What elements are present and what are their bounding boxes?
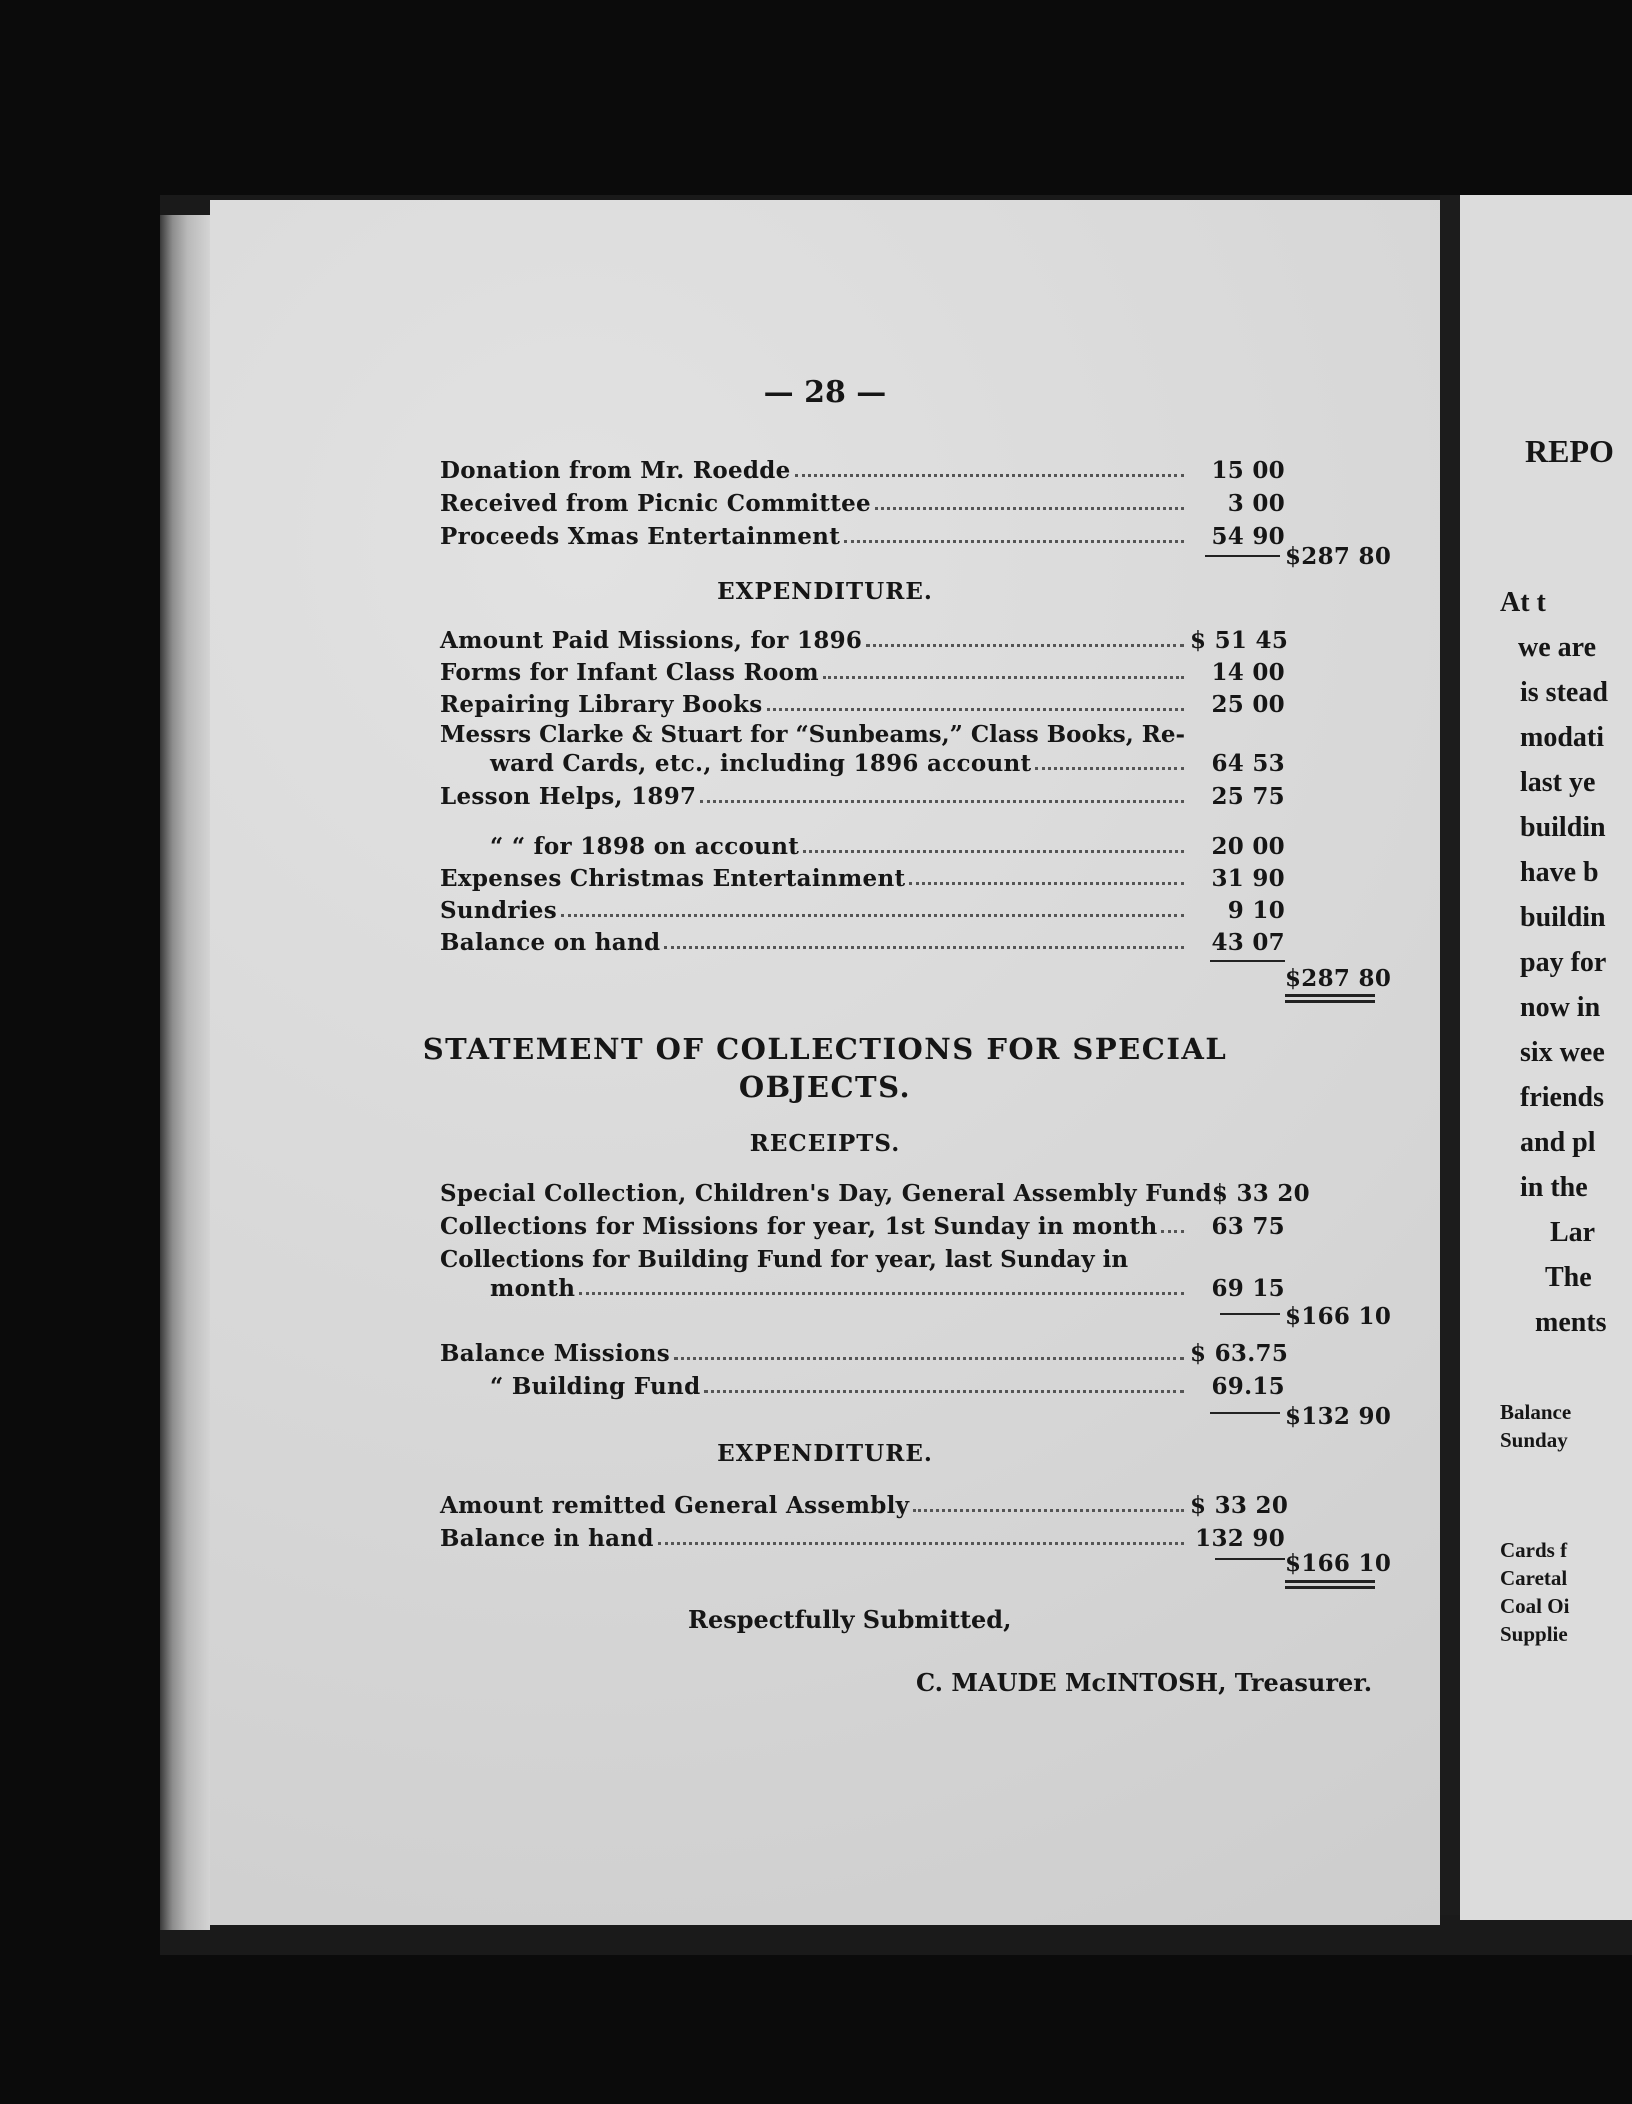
right-page-heading: REPO	[1525, 433, 1614, 469]
left-page	[210, 200, 1440, 1925]
right-page-line: pay for	[1520, 947, 1607, 978]
right-page-line: buildin	[1520, 902, 1606, 933]
closing-text: Respectfully Submitted,	[688, 1605, 1012, 1634]
right-page-fragment	[1460, 195, 1632, 1920]
expenditure-row: Sundries 9 10	[440, 897, 1285, 924]
expenditure-row: Expenses Christmas Entertainment 31 90	[440, 865, 1285, 892]
special-heading: STATEMENT OF COLLECTIONS FOR SPECIAL OBJECTS.	[422, 1032, 1228, 1104]
right-page-line: ments	[1535, 1307, 1607, 1338]
right-page-line: and pl	[1520, 1127, 1596, 1158]
right-page-line: The	[1545, 1262, 1592, 1293]
expenditure2-heading: EXPENDITURE.	[717, 1440, 933, 1467]
double-rule	[1285, 1580, 1375, 1583]
expenditure-row: Forms for Infant Class Room 14 00	[440, 659, 1285, 686]
receipt-row: Received from Picnic Committee 3 00	[440, 490, 1285, 517]
right-page-line: friends	[1520, 1082, 1604, 1113]
special-receipt-row: Special Collection, Children's Day, General Assembly Fund $ 33 20	[440, 1180, 1310, 1207]
receipts-total: $287 80	[1285, 543, 1392, 570]
expenditure-total-row	[440, 960, 1392, 992]
expenditure-total: $287 80	[1285, 965, 1392, 992]
expenditure2-row: Amount remitted General Assembly $ 33 20	[440, 1492, 1289, 1519]
balances-total-row	[440, 1398, 1392, 1430]
balance-row: “ Building Fund 69.15	[490, 1373, 1285, 1400]
right-page-line: Cards f	[1500, 1538, 1568, 1562]
receipt-row: Donation from Mr. Roedde 15 00	[440, 457, 1285, 484]
double-rule	[1285, 994, 1375, 997]
expenditure-row: Balance on hand 43 07	[440, 929, 1285, 956]
right-page-line: last ye	[1520, 767, 1596, 798]
special-receipts-total: $166 10	[1285, 1303, 1392, 1330]
right-page-line: Caretal	[1500, 1566, 1568, 1590]
book-gutter	[1440, 195, 1460, 1915]
right-page-line: Sunday	[1500, 1428, 1568, 1452]
receipt-row: Proceeds Xmas Entertainment 54 90	[440, 523, 1285, 550]
receipts-total-row	[440, 538, 1392, 570]
double-rule	[1285, 1000, 1375, 1003]
page-number: — 28 —	[763, 375, 887, 410]
right-page-line: Supplie	[1500, 1622, 1568, 1646]
expenditure-row: Amount Paid Missions, for 1896 $ 51 45	[440, 627, 1289, 654]
balances-total: $132 90	[1285, 1403, 1392, 1430]
right-page-line: we are	[1518, 632, 1596, 663]
page-edges	[160, 215, 210, 1930]
right-page-line: have b	[1520, 857, 1599, 888]
double-rule	[1285, 1586, 1375, 1589]
right-page-line: buildin	[1520, 812, 1606, 843]
expenditure-heading: EXPENDITURE.	[717, 578, 933, 605]
expenditure2-total-row	[440, 1545, 1392, 1577]
special-receipt-row-multiline: Collections for Building Fund for year, last Sunday in	[440, 1246, 1129, 1273]
expenditure-row: “ “ for 1898 on account 20 00	[490, 833, 1285, 860]
expenditure-row: Repairing Library Books 25 00	[440, 691, 1285, 718]
special-receipts-total-row	[440, 1298, 1392, 1330]
special-receipt-row: month 69 15	[490, 1275, 1285, 1302]
expenditure-row: Lesson Helps, 1897 25 75	[440, 783, 1285, 810]
signature: C. MAUDE McINTOSH, Treasurer.	[916, 1668, 1373, 1697]
right-page-line: is stead	[1520, 677, 1608, 708]
right-page-line: modati	[1520, 722, 1604, 753]
right-page-line: six wee	[1520, 1037, 1605, 1068]
expenditure-row: ward Cards, etc., including 1896 account 64 53	[490, 750, 1285, 777]
special-receipt-row: Collections for Missions for year, 1st Sunday in month 63 75	[440, 1213, 1285, 1240]
right-page-line: Balance	[1500, 1400, 1572, 1424]
expenditure-row-multiline: Messrs Clarke & Stuart for “Sunbeams,” Class Books, Re-	[440, 721, 1186, 748]
receipts-heading: RECEIPTS.	[749, 1130, 901, 1157]
balance-row: Balance Missions $ 63.75	[440, 1340, 1289, 1367]
right-page-line: At t	[1500, 587, 1546, 618]
right-page-line: Lar	[1550, 1217, 1596, 1248]
right-page-line: Coal Oi	[1500, 1594, 1570, 1618]
right-page-line: now in	[1520, 992, 1601, 1023]
expenditure2-total: $166 10	[1285, 1550, 1392, 1577]
expenditure2-row: Balance in hand 132 90	[440, 1525, 1285, 1552]
right-page-line: in the	[1520, 1172, 1588, 1203]
